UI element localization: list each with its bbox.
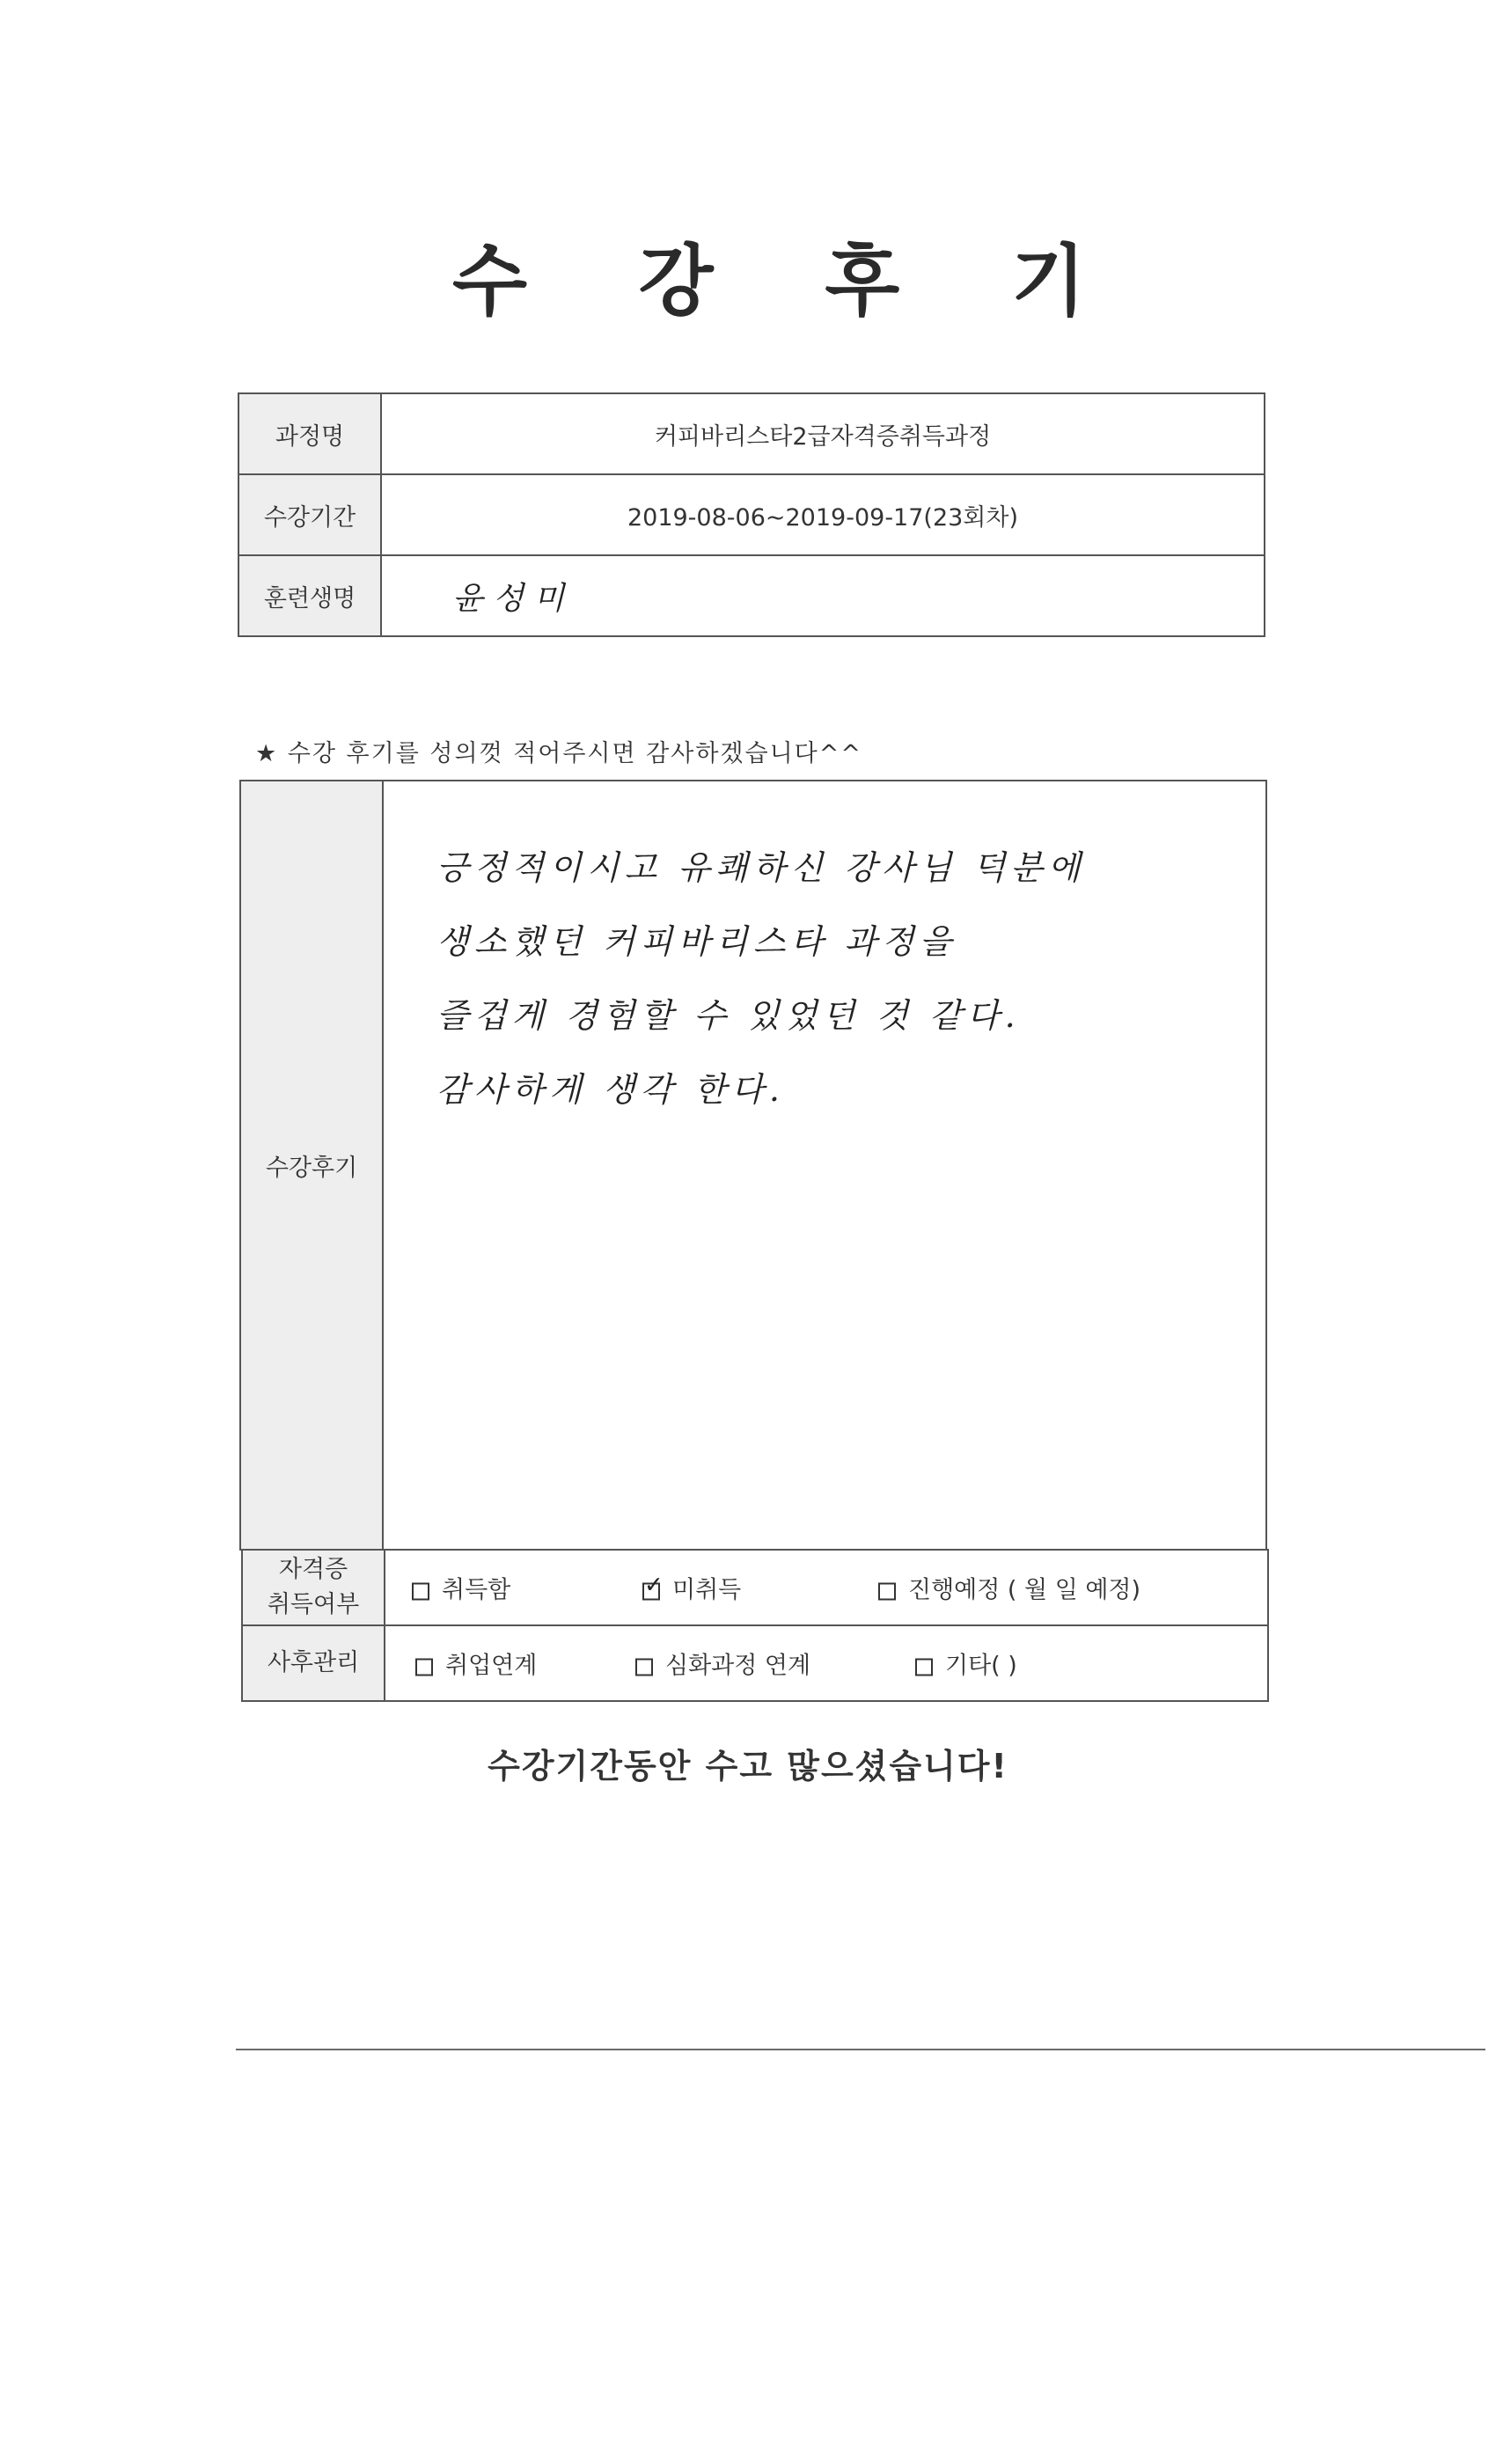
- option-scheduled-label: 진행예정 ( 월 일 예정): [908, 1576, 1141, 1604]
- option-not-acquired[interactable]: [642, 1571, 741, 1605]
- checkbox-acquired[interactable]: [412, 1582, 429, 1600]
- aftercare-row: [242, 1625, 1268, 1701]
- aftercare-label: 사후관리: [242, 1625, 385, 1701]
- period-row: [238, 474, 1265, 555]
- checkbox-other[interactable]: [915, 1658, 933, 1676]
- trainee-name-handwritten: 윤 성 미: [381, 555, 1265, 636]
- certificate-row: [242, 1550, 1268, 1625]
- option-job-link[interactable]: [415, 1646, 537, 1681]
- option-acquired-label: 취득함: [442, 1576, 511, 1604]
- course-info-table: [238, 392, 1265, 637]
- page-edge-divider: [236, 2049, 1485, 2050]
- option-other-label: 기타( ): [945, 1652, 1017, 1680]
- status-table: [241, 1549, 1269, 1702]
- option-scheduled[interactable]: [878, 1571, 1140, 1605]
- course-value: 커피바리스타2급자격증취득과정: [381, 393, 1265, 474]
- review-handwritten-text: [384, 781, 1265, 1126]
- review-label: 수강후기: [240, 781, 383, 1550]
- review-line: 즐겁게 경험할 수 있었던 것 같다.: [436, 996, 1021, 1035]
- review-line: 생소했던 커피바리스타 과정을: [436, 922, 957, 961]
- review-row: [240, 781, 1266, 1550]
- review-request-note: ★ 수강 후기를 성의껏 적어주시면 감사하겠습니다^^: [255, 740, 863, 767]
- aftercare-options: [385, 1625, 1268, 1701]
- period-value: 2019-08-06~2019-09-17(23회차): [381, 474, 1265, 555]
- option-acquired[interactable]: [412, 1571, 510, 1605]
- closing-message: 수강기간동안 수고 많으셨습니다!: [488, 1747, 1008, 1786]
- checkbox-advanced-course[interactable]: [635, 1658, 653, 1676]
- certificate-label: [242, 1550, 385, 1625]
- period-label: 수강기간: [238, 474, 381, 555]
- course-row: [238, 393, 1265, 474]
- trainee-label: 훈련생명: [238, 555, 381, 636]
- review-text-box: [383, 781, 1266, 1550]
- review-line: 감사하게 생각 한다.: [436, 1070, 785, 1109]
- option-advanced-course[interactable]: [635, 1646, 810, 1681]
- trainee-row: [238, 555, 1265, 636]
- page-title: 수 강 후 기: [452, 236, 1128, 326]
- option-not-acquired-label: 미취득: [672, 1576, 742, 1604]
- checkbox-job-link[interactable]: [415, 1658, 433, 1676]
- course-label: 과정명: [238, 393, 381, 474]
- option-other[interactable]: [915, 1646, 1017, 1681]
- certificate-options: [385, 1550, 1268, 1625]
- certificate-label-line2: 취득여부: [267, 1591, 360, 1618]
- review-line: 긍정적이시고 유쾌하신 강사님 덕분에: [436, 848, 1086, 887]
- option-advanced-course-label: 심화과정 연계: [665, 1652, 811, 1680]
- checkbox-scheduled[interactable]: [878, 1582, 896, 1600]
- option-job-link-label: 취업연계: [445, 1652, 538, 1680]
- certificate-label-line1: 자격증: [278, 1556, 348, 1583]
- checkbox-not-acquired-checked[interactable]: [642, 1582, 660, 1600]
- review-table: [239, 780, 1267, 1551]
